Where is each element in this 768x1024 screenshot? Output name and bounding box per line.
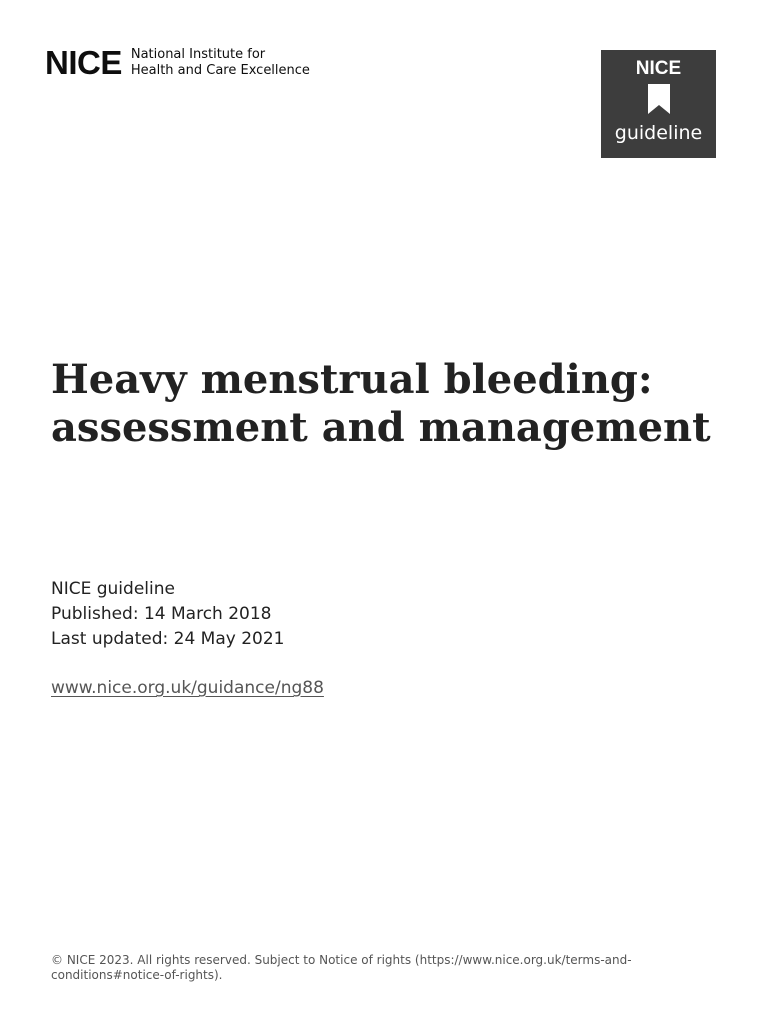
guidance-link[interactable]: www.nice.org.uk/guidance/ng88 — [51, 678, 324, 698]
bookmark-icon — [648, 84, 670, 114]
document-title: Heavy menstrual bleeding: assessment and management — [51, 356, 711, 451]
logo-mark: NICE — [45, 44, 122, 81]
document-meta — [51, 577, 284, 652]
badge-top-label: NICE — [635, 58, 682, 79]
logo-text-line2: Health and Care Excellence — [130, 62, 310, 78]
nice-guideline-badge — [601, 50, 716, 158]
nice-logo — [45, 46, 310, 79]
logo-text — [131, 47, 310, 79]
logo-text-line1: National Institute for — [130, 46, 266, 62]
last-updated-date: Last updated: 24 May 2021 — [51, 629, 285, 649]
published-date: Published: 14 March 2018 — [51, 604, 272, 624]
copyright-footer: © NICE 2023. All rights reserved. Subject to Notice of rights (https://www.nice.org.uk/terms-and-conditions#notice-of-rights). — [51, 953, 632, 982]
guideline-type-label: NICE guideline — [51, 579, 175, 599]
badge-bottom-label: guideline — [614, 122, 703, 144]
